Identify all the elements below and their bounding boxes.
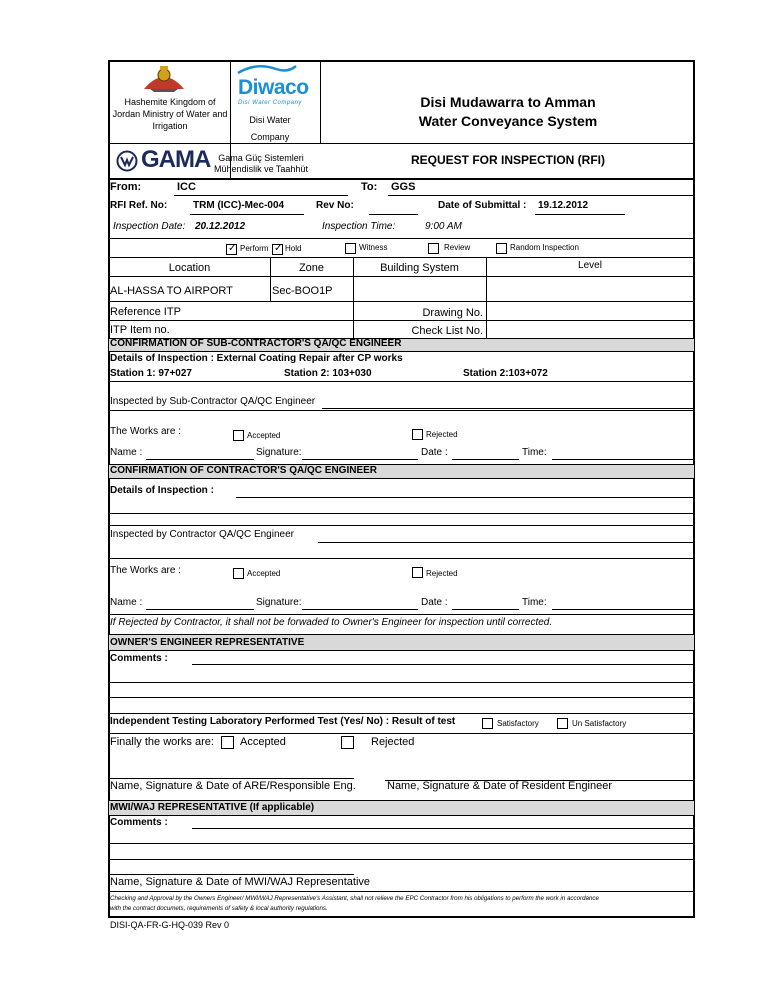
section-line [109, 410, 694, 411]
diwaco-wave-icon [236, 64, 298, 76]
mwi-comments-line [192, 828, 694, 829]
section-line [109, 650, 694, 651]
re-sign-label: Name, Signature & Date of Resident Engineer [387, 780, 613, 792]
sub-works-are: The Works are : [110, 426, 181, 437]
section-line [109, 525, 694, 526]
con-inspected-by: Inspected by Contractor QA/QC Engineer [110, 529, 294, 540]
to-label: To: [361, 181, 378, 193]
con-date-label: Date : [421, 597, 448, 608]
disclaimer-line-1: Checking and Approval by the Owners Engineer/ MWI/WAJ Representative's Assistant, shall not relieve the EPC Contractor from his obligations to perform the work in accordance [110, 895, 599, 902]
sub-accepted-checkbox[interactable] [233, 430, 244, 441]
sub-inspected-by: Inspected by Sub-Contractor QA/QC Engineer [110, 396, 316, 407]
mwi-sign-line [109, 874, 354, 875]
sub-time-label: Time: [522, 447, 547, 458]
con-details: Details of Inspection : [110, 485, 214, 496]
con-signature-label: Signature: [256, 597, 302, 608]
section-line [109, 381, 694, 382]
sub-inspected-underline [322, 408, 694, 409]
doc-code: DISI-QA-FR-G-HQ-039 Rev 0 [110, 920, 230, 930]
sub-accepted-label: Accepted [247, 431, 281, 440]
rfi-underline [190, 214, 304, 215]
con-rejected-label: Rejected [426, 569, 458, 578]
from-value: ICC [177, 181, 196, 193]
con-name-label: Name : [110, 597, 143, 608]
satisfactory-label: Satisfactory [497, 719, 539, 728]
form-title: REQUEST FOR INSPECTION (RFI) [410, 153, 605, 167]
ministry-text: Hashemite Kingdom of Jordan Ministry of Water and Irrigation [112, 97, 228, 131]
owner-section-heading: OWNER'S ENGINEER REPRESENTATIVE [110, 637, 305, 648]
random-inspection-checkbox[interactable] [496, 243, 507, 254]
random-inspection-label: Random Inspection [510, 243, 579, 252]
section-line [109, 634, 694, 635]
itp-item-label: ITP Item no. [110, 324, 170, 336]
station-2: Station 2: 103+030 [284, 368, 372, 379]
project-title-1: Disi Mudawarra to Amman [420, 94, 596, 110]
rev-label: Rev No: [316, 200, 354, 211]
zone-value: Sec-BOO1P [272, 285, 333, 297]
sub-name-line [146, 459, 254, 460]
sub-time-line [552, 459, 694, 460]
building-system-header: Building System [380, 262, 459, 274]
con-date-line [452, 609, 519, 610]
final-rejected-label: Rejected [371, 736, 415, 748]
sub-signature-line [302, 459, 418, 460]
table-line [109, 320, 694, 321]
con-time-label: Time: [522, 597, 547, 608]
con-accepted-checkbox[interactable] [233, 568, 244, 579]
to-value: GGS [391, 181, 416, 193]
submittal-underline [535, 214, 625, 215]
section-line [109, 351, 694, 352]
finally-label: Finally the works are: [110, 736, 214, 748]
con-signature-line [302, 609, 418, 610]
section-line [109, 800, 694, 801]
are-sign-line [109, 778, 354, 779]
sub-rejected-checkbox[interactable] [412, 429, 423, 440]
from-underline [174, 195, 348, 196]
rfi-value: TRM (ICC)-Mec-004 [193, 200, 285, 211]
hold-label: Hold [285, 244, 302, 253]
location-value: AL-HASSA TO AIRPORT [110, 285, 233, 297]
unsatisfactory-checkbox[interactable] [557, 718, 568, 729]
diwaco-logo: Diwaco [238, 76, 309, 99]
con-name-line [146, 609, 254, 610]
diwaco-subtitle: Disi Water Company [238, 100, 302, 106]
con-works-are: The Works are : [110, 565, 181, 576]
con-section-heading: CONFIRMATION OF CONTRACTOR'S QA/QC ENGINEER [110, 465, 378, 476]
witness-label: Witness [359, 243, 388, 252]
station-1: Station 1: 97+027 [110, 368, 192, 379]
hold-checkbox[interactable] [272, 244, 283, 255]
owner-comments: Comments : [110, 653, 168, 664]
submittal-value: 19.12.2012 [538, 200, 589, 211]
mwi-comments: Comments : [110, 817, 168, 828]
con-rejected-checkbox[interactable] [412, 567, 423, 578]
con-time-line [552, 609, 694, 610]
from-label: From: [110, 181, 142, 193]
submittal-label: Date of Submittal : [438, 200, 527, 211]
reference-itp-label: Reference ITP [110, 306, 181, 318]
mwi-sign-label: Name, Signature & Date of MWI/WAJ Representative [110, 876, 371, 888]
section-line [109, 815, 694, 816]
disclaimer-line-2: with the contract documets, requirements of safety & local authority regulations. [110, 905, 328, 912]
section-line [109, 614, 694, 615]
to-underline [388, 195, 694, 196]
table-line [109, 301, 694, 302]
insp-time-value: 9:00 AM [425, 221, 462, 232]
sub-name-label: Name : [110, 447, 143, 458]
section-line [109, 843, 694, 844]
mwi-section-heading: MWI/WAJ REPRESENTATIVE (If applicable) [110, 802, 315, 813]
are-sign-label: Name, Signature & Date of ARE/Responsible Eng. [110, 780, 356, 792]
sub-signature-label: Signature: [256, 447, 302, 458]
con-rejection-note: If Rejected by Contractor, it shall not be forwaded to Owner's Engineer for inspection until corrected. [110, 617, 553, 628]
project-title-2: Water Conveyance System [418, 113, 598, 129]
header-divider [109, 143, 694, 144]
table-line [109, 257, 694, 258]
witness-checkbox[interactable] [345, 243, 356, 254]
unsatisfactory-label: Un Satisfactory [572, 719, 627, 728]
satisfactory-checkbox[interactable] [482, 718, 493, 729]
perform-checkbox[interactable] [226, 244, 237, 255]
station-3: Station 2:103+072 [463, 368, 548, 379]
con-details-line [236, 497, 694, 498]
row-divider [109, 238, 694, 239]
gama-caption: Gama Güç Sistemleri Mühendislik ve Taahhüt [214, 153, 308, 174]
header-divider [109, 178, 694, 180]
sub-section-heading: CONFIRMATION OF SUB-CONTRACTOR'S QA/QC ENGINEER [110, 338, 402, 349]
header-divider [320, 61, 321, 143]
sub-rejected-label: Rejected [426, 430, 458, 439]
table-line [109, 276, 694, 277]
final-accepted-label: Accepted [240, 736, 286, 748]
section-line [109, 513, 694, 514]
zone-header: Zone [298, 262, 325, 274]
insp-time-label: Inspection Time: [322, 221, 396, 232]
lab-test-label: Independent Testing Laboratory Performed Test (Yes/ No) : Result of test [110, 716, 456, 727]
section-line [109, 733, 694, 734]
perform-label: Perform [240, 244, 269, 253]
final-accepted-checkbox[interactable] [221, 736, 234, 749]
section-line [109, 697, 694, 698]
owner-comments-line [192, 664, 694, 665]
review-label: Review [444, 243, 471, 252]
con-inspected-underline [318, 542, 694, 543]
section-line [109, 713, 694, 714]
insp-date-label: Inspection Date: [113, 221, 186, 232]
sub-date-label: Date : [421, 447, 448, 458]
review-checkbox[interactable] [428, 243, 439, 254]
section-line [109, 478, 694, 479]
rev-underline [369, 214, 418, 215]
section-line [109, 859, 694, 860]
gama-logo: GAMA [141, 146, 211, 173]
sub-details: Details of Inspection : External Coating Repair after CP works [110, 353, 403, 364]
level-header: Level [578, 260, 602, 271]
jordan-crest-icon [140, 63, 188, 93]
insp-date-value: 20.12.2012 [195, 221, 246, 232]
section-line [109, 682, 694, 683]
diwaco-caption: Disi Water Company [249, 115, 291, 142]
final-rejected-checkbox[interactable] [341, 736, 354, 749]
gama-emblem-icon [116, 150, 138, 172]
section-line [109, 558, 694, 559]
location-header: Location [168, 262, 211, 274]
sub-date-line [452, 459, 519, 460]
section-line [109, 891, 694, 892]
drawing-no-label: Drawing No. [422, 307, 483, 319]
rfi-label: RFI Ref. No: [110, 200, 168, 211]
con-accepted-label: Accepted [247, 569, 281, 578]
check-list-label: Check List No. [411, 325, 483, 337]
